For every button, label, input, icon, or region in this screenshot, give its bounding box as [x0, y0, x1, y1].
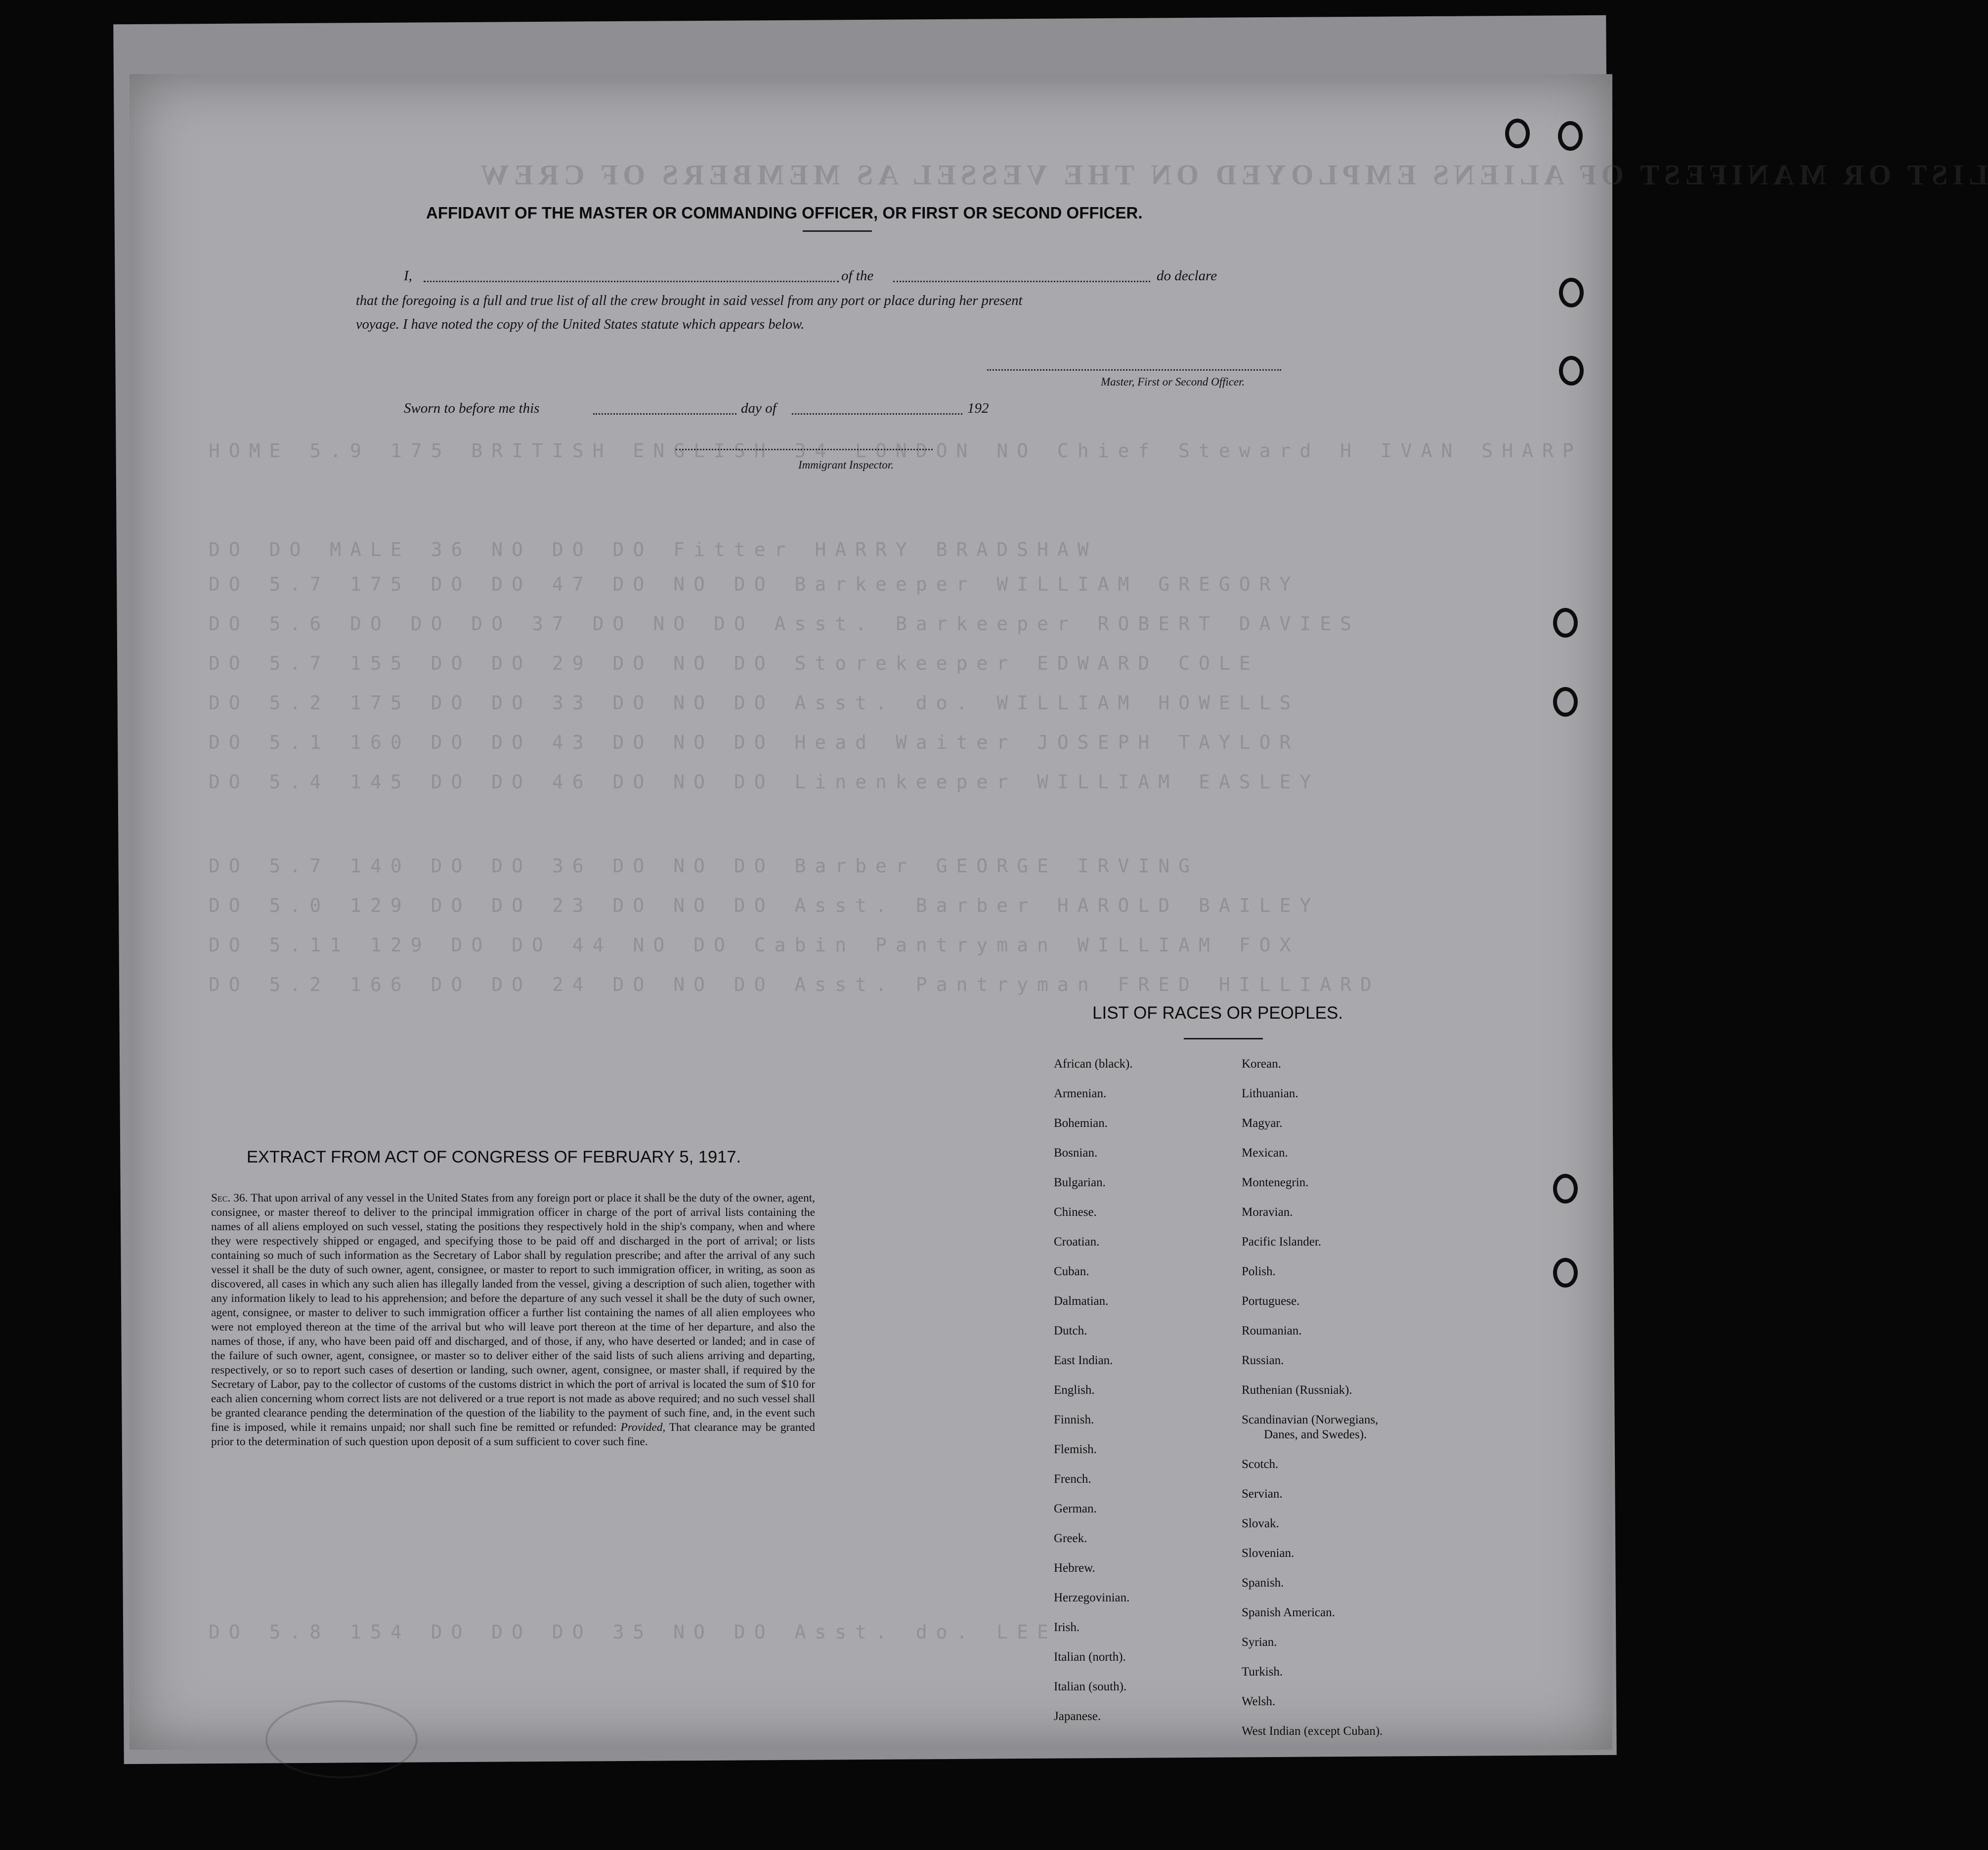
bleed-through-row: DO 5.2 166 DO DO 24 DO NO DO Asst. Pantryman FRED HILLIARD: [209, 974, 1381, 995]
race-item: Lithuanian.: [1242, 1087, 1298, 1100]
races-left-column: [1054, 1057, 1133, 1739]
affidavit-title: AFFIDAVIT OF THE MASTER OR COMMANDING OFFICER, OR FIRST OR SECOND OFFICER.: [426, 204, 1143, 222]
race-item: Japanese.: [1054, 1710, 1101, 1723]
bleed-through-row: DO DO MALE 36 NO DO DO Fitter HARRY BRADSHAW: [209, 539, 1098, 560]
race-item: Croatian.: [1054, 1235, 1100, 1248]
race-item: Danes, and Swedes).: [1264, 1428, 1367, 1441]
race-item: Bosnian.: [1054, 1146, 1098, 1160]
bleed-through-row: DO 5.2 175 DO DO 33 DO NO DO Asst. do. WILLIAM HOWELLS: [209, 692, 1300, 714]
race-item: Dutch.: [1054, 1324, 1087, 1337]
bleed-through-row: HOME 5.9 175 BRITISH ENGLISH 34 LONDON NO Chief Steward H IVAN SHARP: [209, 440, 1583, 462]
race-item: Mexican.: [1242, 1146, 1288, 1160]
race-item: Ruthenian (Russniak).: [1242, 1383, 1352, 1397]
extract-title: EXTRACT FROM ACT OF CONGRESS OF FEBRUARY 5, 1917.: [247, 1148, 741, 1166]
bleed-through-title: LIST OR MANIFEST OF ALIENS EMPLOYED ON THE VESSEL AS MEMBERS OF CREW: [475, 159, 1988, 191]
race-item: Armenian.: [1054, 1087, 1107, 1100]
provided-word: Provided,: [620, 1421, 666, 1434]
bleed-through-row: DO 5.7 140 DO DO 36 DO NO DO Barber GEORGE IRVING: [209, 855, 1199, 877]
races-right-column: [1242, 1057, 1383, 1754]
punch-hole: [1558, 121, 1583, 151]
bleed-through-row: DO 5.11 129 DO DO 44 NO DO Cabin Pantryman WILLIAM FOX: [209, 934, 1300, 956]
section-tail: That clearance may be granted prior to the determination of such question upon deposit of a sum sufficient to cover such fine.: [211, 1421, 815, 1448]
affidavit-line-2: that the foregoing is a full and true list of all the crew brought in said vessel from any port or place during her present: [356, 293, 1023, 308]
race-item: French.: [1054, 1472, 1091, 1486]
race-item: Italian (north).: [1054, 1650, 1126, 1664]
race-item: Montenegrin.: [1242, 1176, 1309, 1189]
race-item: Finnish.: [1054, 1413, 1094, 1426]
race-item: Slovenian.: [1242, 1547, 1295, 1560]
vessel-name-field[interactable]: [893, 281, 1150, 282]
bleed-through-row: DO 5.4 145 DO DO 46 DO NO DO Linenkeeper WILLIAM EASLEY: [209, 771, 1320, 793]
race-item: Hebrew.: [1054, 1561, 1095, 1575]
race-item: Servian.: [1242, 1487, 1283, 1501]
race-item: Korean.: [1242, 1057, 1281, 1071]
punch-hole: [1553, 1258, 1578, 1288]
race-item: West Indian (except Cuban).: [1242, 1724, 1383, 1738]
race-item: Spanish American.: [1242, 1606, 1335, 1619]
race-item: Bulgarian.: [1054, 1176, 1106, 1189]
bleed-through-row: DO 5.8 154 DO DO DO 35 NO DO Asst. do. LEE: [209, 1621, 1057, 1643]
races-title: LIST OF RACES OR PEOPLES.: [1092, 1003, 1343, 1023]
race-item: Polish.: [1242, 1265, 1276, 1278]
affidavit-declare: do declare: [1157, 268, 1217, 284]
race-item: English.: [1054, 1383, 1095, 1397]
race-item: Greek.: [1054, 1532, 1087, 1545]
race-item: Syrian.: [1242, 1635, 1277, 1649]
race-item: Italian (south).: [1054, 1680, 1127, 1693]
extract-body: [211, 1191, 815, 1449]
bleed-through-row: DO 5.1 160 DO DO 43 DO NO DO Head Waiter JOSEPH TAYLOR: [209, 731, 1300, 753]
inspector-signature-field[interactable]: [676, 449, 933, 450]
race-item: Slovak.: [1242, 1517, 1279, 1530]
title-underline: [803, 230, 872, 232]
punch-hole: [1553, 1174, 1578, 1204]
inspector-label: Immigrant Inspector.: [798, 459, 894, 471]
sworn-day-field[interactable]: [593, 413, 736, 415]
bleed-through-row: DO 5.6 DO DO DO 37 DO NO DO Asst. Barkeeper ROBERT DAVIES: [209, 613, 1361, 635]
punch-hole: [1559, 356, 1584, 386]
affidavit-i: I,: [404, 268, 412, 284]
race-item: Dalmatian.: [1054, 1294, 1109, 1308]
race-item: Flemish.: [1054, 1443, 1097, 1456]
race-item: East Indian.: [1054, 1354, 1113, 1367]
punch-hole: [1553, 687, 1578, 717]
master-name-field[interactable]: [424, 281, 839, 282]
race-item: Scotch.: [1242, 1458, 1279, 1471]
race-item: Moravian.: [1242, 1205, 1293, 1219]
race-item: Herzegovinian.: [1054, 1591, 1130, 1604]
bleed-through-row: DO 5.7 175 DO DO 47 DO NO DO Barkeeper WILLIAM GREGORY: [209, 573, 1300, 595]
race-item: Bohemian.: [1054, 1117, 1108, 1130]
year-text: 192: [967, 400, 989, 416]
day-of-text: day of: [741, 400, 777, 416]
bleed-through-row: DO 5.0 129 DO DO 23 DO NO DO Asst. Barber HAROLD BAILEY: [209, 895, 1320, 916]
race-item: Magyar.: [1242, 1117, 1283, 1130]
race-item: Cuban.: [1054, 1265, 1089, 1278]
race-item: Irish.: [1054, 1621, 1080, 1634]
race-item: Turkish.: [1242, 1665, 1283, 1678]
punch-hole: [1553, 608, 1578, 638]
races-underline: [1184, 1038, 1263, 1039]
race-item: African (black).: [1054, 1057, 1133, 1071]
document-page: [130, 74, 1988, 1750]
race-item: German.: [1054, 1502, 1097, 1515]
affidavit-of-the: of the: [841, 268, 874, 284]
sworn-text: Sworn to before me this: [404, 400, 540, 416]
race-item: Chinese.: [1054, 1205, 1097, 1219]
race-item: Portuguese.: [1242, 1294, 1300, 1308]
faded-stamp: [265, 1700, 418, 1778]
race-item: Pacific Islander.: [1242, 1235, 1322, 1248]
race-item: Scandinavian (Norwegians,: [1242, 1413, 1379, 1426]
punch-hole: [1559, 278, 1584, 307]
officer-signature-field[interactable]: [987, 369, 1281, 371]
section-text: That upon arrival of any vessel in the United States from any foreign port or place it shall be the duty of the owner, agent, consignee, or master thereof to deliver to the principal immigration officer in charge of the port of arrival lists containing the names of all aliens employed on such vessel, stating the positions they respectively hold in the ship's company, when and where they were respectively shipped or engaged, and specifying those to be paid off and discharged in the port of arrival; or lists containing so much of such information as the Secretary of Labor shall by regulation prescribe; and after the arrival of any such vessel it shall be the duty of such owner, agent, consignee, or master to report to such immigration officer, in writing, as soon as discovered, all cases in which any such alien has illegally landed from the vessel, giving a description of such alien, together with any information likely to lead to his apprehension; and before the departure of any such vessel it shall be the duty of such owner, agent, consignee, or master to deliver to such immigration officer a further list containing the names of all alien employees who were not employed thereon at the time of the arrival but who will leave port thereon at the time of her departure, and also the names of those, if any, who have been paid off and discharged, and of those, if any, who have deserted or landed; and in case of the failure of such owner, agent, consignee, or master so to deliver either of the said lists of such aliens arriving and departing, respectively, or so to report such cases of desertion or landing, such owner, agent, consignee, or master shall, if required by the Secretary of Labor, pay to the collector of customs of the customs district in which the port of arrival is located the sum of $10 for each alien concerning whom correct lists are not delivered or a true report is not made as above required; and no such vessel shall be granted clearance pending the determination of the question of the liability to the payment of such fine, and, in the event such fine is imposed, while it remains unpaid; nor shall such fine be remitted or refunded:: [211, 1192, 816, 1434]
sworn-month-field[interactable]: [792, 413, 962, 415]
race-item: Roumanian.: [1242, 1324, 1302, 1337]
race-item: Spanish.: [1242, 1576, 1284, 1590]
section-label: Sec. 36.: [211, 1192, 248, 1205]
affidavit-line-3: voyage. I have noted the copy of the United States statute which appears below.: [356, 317, 805, 332]
punch-hole: [1505, 119, 1530, 148]
race-item: Russian.: [1242, 1354, 1284, 1367]
officer-label: Master, First or Second Officer.: [1101, 376, 1245, 388]
race-item: Welsh.: [1242, 1695, 1276, 1708]
bleed-through-row: DO 5.7 155 DO DO 29 DO NO DO Storekeeper EDWARD COLE: [209, 652, 1259, 674]
